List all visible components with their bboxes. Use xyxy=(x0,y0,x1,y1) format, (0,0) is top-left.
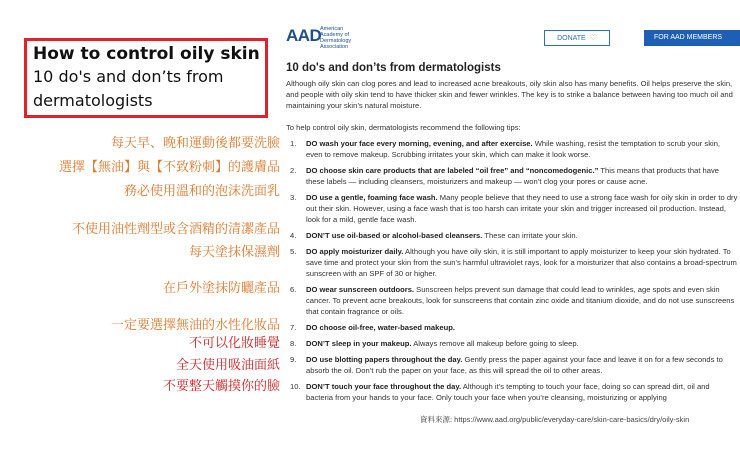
tip-zh-10: 不要整天觸摸你的臉 xyxy=(162,379,280,394)
tip-item: 6. DO wear sunscreen outdoors. Sunscreen helps prevent sun damage that could lead to wrinkles, age spots and even skin cancer. To prevent acne breakouts, look for sunscreens that contain zinc oxide and titanium dioxide, and do not use sunscreens that contain fragrance or oils. xyxy=(290,285,735,316)
tip-zh-8: 不可以化妝睡覺 xyxy=(188,336,280,351)
tip-zh-4: 不使用油性劑型或含酒精的清潔產品 xyxy=(71,222,280,237)
aad-logo[interactable] xyxy=(286,24,406,52)
article-title: 10 do's and don’ts from dermatologists xyxy=(286,62,501,74)
article-lead: To help control oily skin, dermatologists recommend the following tips: xyxy=(286,123,521,132)
tip-item: 9. DO use blotting papers throughout the day. Gently press the paper against your face and leave it on for a few seconds to absorb the oil. Don’t rub the paper on your face, as this will spread the oil to other areas. xyxy=(290,355,723,375)
tip-zh-3: 務必使用溫和的泡沫洗面乳 xyxy=(123,184,280,199)
article-intro: Although oily skin can clog pores and lead to increased acne breakouts, oily skin also has many benefits. Oil helps preserve the skin, and people with oily skin tend to have thicker skin and fewer wrinkles. The key is to strike a balance between having too much oil and maintaining your skin’s natural moisture. xyxy=(286,79,733,110)
title-box xyxy=(24,38,268,118)
donate-button[interactable] xyxy=(544,30,610,46)
tip-item: 3. DO use a gentle, foaming face wash. Many people believe that they need to use a strong face wash for oily skin in order to dry out their skin. However, using a face wash that is too harsh can irritate your skin and trigger increased oil production. Instead, look for a mild, gentle face wash. xyxy=(290,193,738,224)
tip-item: 1. DO wash your face every morning, evening, and after exercise. While washing, resist the temptation to scrub your skin, even to remove makeup. Scrubbing irritates your skin, which can make it look worse. xyxy=(290,139,721,159)
donate-label: DONATE xyxy=(557,35,586,42)
tip-zh-1: 每天早、晚和運動後都要洗臉 xyxy=(110,136,280,151)
tip-item: 10. DON’T touch your face throughout the day. Although it’s tempting to touch your face, doing so can spread dirt, oil and bacteria from your hands to your face. Only touch your face when you’re cleansing, moisturizing or applying xyxy=(290,382,710,402)
annotation-subtitle-line2: dermatologists xyxy=(33,91,153,110)
tip-zh-6: 在戶外塗抹防曬產品 xyxy=(162,281,280,296)
tip-zh-7: 一定要選擇無油的水性化妝品 xyxy=(110,318,280,333)
tip-item: 2. DO choose skin care products that are labeled “oil free” and “noncomedogenic.” This means that products that have these labels — including cleansers, moisturizers and makeup — won’t clog your pores or cause acne. xyxy=(290,166,720,186)
article-page xyxy=(282,20,740,410)
logo-mark: AAD xyxy=(286,26,322,45)
annotation-title: How to control oily skin xyxy=(33,44,260,64)
tips-list xyxy=(286,138,738,408)
tip-zh-2: 選擇【無油】與【不致粉刺】的護膚品 xyxy=(58,160,280,175)
logo-text: American Academy of Dermatology Association xyxy=(320,26,352,50)
tip-item: 7. DO choose oil-free, water-based makeup. xyxy=(290,323,455,332)
tip-item: 8. DON’T sleep in your makeup. Always remove all makeup before going to sleep. xyxy=(290,339,579,348)
members-button[interactable]: FOR AAD MEMBERS xyxy=(644,30,740,46)
tip-zh-9: 全天使用吸油面紙 xyxy=(175,358,280,373)
heart-icon: ♡ xyxy=(589,33,597,42)
tip-zh-5: 每天塗抹保濕劑 xyxy=(188,245,280,260)
tip-item: 4. DON’T use oil-based or alcohol-based cleansers. These can irritate your skin. xyxy=(290,231,578,240)
tip-item: 5. DO apply moisturizer daily. Although you have oily skin, it is still important to apply moisturizer to keep your skin hydrated. To save time and protect your skin from the sun’s harmful ultraviolet rays, look for a moisturizer that also contains a broad-spectrum sunscreen with an SPF of 30 or higher. xyxy=(290,247,737,278)
annotation-subtitle-line1: 10 do's and don’ts from xyxy=(33,67,224,86)
source-citation: 資料來源: https://www.aad.org/public/everyday-care/skin-care-basics/dry/oily-skin xyxy=(420,415,690,424)
